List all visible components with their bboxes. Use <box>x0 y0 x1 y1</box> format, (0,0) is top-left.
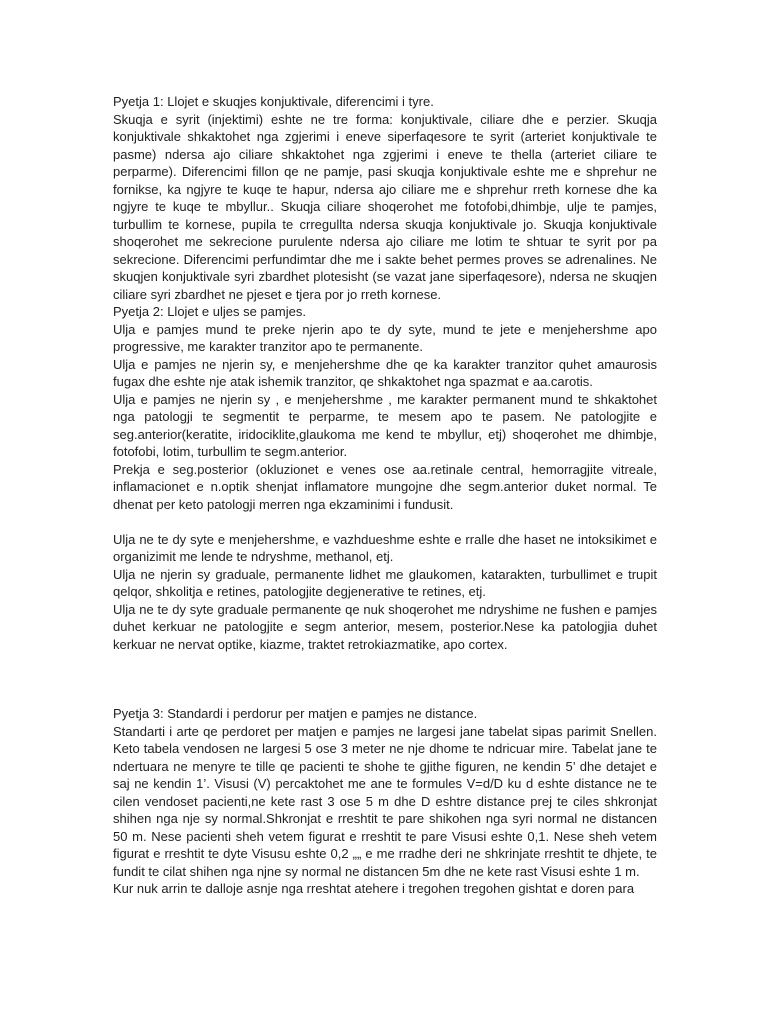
paragraph-amaurosis-fugax: Ulja e pamjes ne njerin sy, e menjehershme dhe qe ka karakter tranzitor quhet amaurosis fugax dhe eshte nje atak ishemik tranzitor, qe shkaktohet nga spazmat e aa.carotis. <box>113 356 657 389</box>
paragraph-spacer <box>113 513 657 531</box>
paragraph-bilateral-gradual: Ulja ne te dy syte graduale permanente qe nuk shoqerohet me ndryshime ne fushen e pamjes duhet kerkuar ne patologjite e segm anterior, mesem, posterior.Nese ka patologjia duhet kerkuar ne nervat optike, kiazme, traktet retrokiazmatike, apo cortex. <box>113 601 657 652</box>
section-spacer <box>113 653 657 705</box>
paragraph-vision-loss-intro: Ulja e pamjes mund te preke njerin apo te dy syte, mund te jete e menjehershme apo progressive, me karakter tranzitor apo te permanente. <box>113 321 657 354</box>
paragraph-finger-counting: Kur nuk arrin te dalloje asnje nga rreshtat atehere i tregohen tregohen gishtat e doren para <box>113 881 635 896</box>
question-2-heading: Pyetja 2: Llojet e uljes se pamjes. <box>113 304 306 319</box>
paragraph-posterior-segment: Prekja e seg.posterior (okluzionet e venes ose aa.retinale central, hemorragjite vitreale, inflamacionet e n.optik shenjat inflamatore mungojne dhe segm.anterior duket normal. Te dhenat per keto patologji merren nga ekzaminimi i fundusit. <box>113 461 657 512</box>
document-body <box>113 93 657 898</box>
paragraph-snellen-standard: Standarti i arte qe perdoret per matjen e pamjes ne largesi jane tabelat sipas parimit Snellen. Keto tabela vendosen ne largesi 5 ose 3 meter ne nje dhome te ndricuar mire. Tabelat jane te ndertuara ne menyre te tille qe pacienti te shohe te gjithe figuren, ne kendin 5’ dhe detajet e saj ne kendin 1’. Visusi (V) percaktohet me ane te formules V=d/D ku d eshte distance ne te cilen vendoset pacienti,ne kete rast 3 ose 5 m dhe D eshtre distance prej te ciles shkronjat shihen nga nje sy normal.Shkronjat e rreshtit te pare shikohen nga syri normal ne distancen 50 m. Nese pacienti sheh vetem figurat e rreshtit te pare Visusi eshte 0,1. Nese sheh vetem figurat e rreshtit te dyte Visusu eshte 0,2 „„ e me rradhe deri ne shkrinjate rreshtit te dhjete, te fundit te cilat shihen nga njne sy normal ne distancen 5m dhe ne kete rast Visusi eshte 1 m. <box>113 723 657 879</box>
paragraph-bilateral-sudden: Ulja ne te dy syte e menjehershme, e vazhdueshme eshte e rralle dhe haset ne intoksikimet e organizimit me lende te ndryshme, methanol, etj. <box>113 531 657 564</box>
question-3-heading: Pyetja 3: Standardi i perdorur per matjen e pamjes ne distance. <box>113 706 478 721</box>
paragraph-unilateral-gradual: Ulja ne njerin sy graduale, permanente lidhet me glaukomen, katarakten, turbullimet e trupit qelqor, shkolitja e retines, patologjite degjenerative te retines, etj. <box>113 566 657 599</box>
question-1-heading: Pyetja 1: Llojet e skuqjes konjuktivale, diferencimi i tyre. <box>113 94 434 109</box>
paragraph-anterior-segment: Ulja e pamjes ne njerin sy , e menjehershme , me karakter permanent mund te shkaktohet nga patologji te segmentit te perparme, te mesem apo te pasem. Ne patologjite e seg.anterior(keratite, iridociklite,glaukoma me kend te mbyllur, etj) shoqerohet me dhimbje, fotofobi, lotim, turbullim te segm.anterior. <box>113 391 657 459</box>
paragraph-conjunctival-redness: Skuqja e syrit (injektimi) eshte ne tre forma: konjuktivale, ciliare dhe e perzier. Skuqja konjuktivale shkaktohet nga zgjerimi i eneve siperfaqesore te syrit (arteriet konjuktivale te pasme) ndersa ajo ciliare shkaktohet nga zgjerimi i eneve te thella (arteriet ciliare te perparme). Diferencimi fillon qe ne pamje, pasi skuqja konjuktivale eshte me e shprehur ne fornikse, ka ngjyre te kuqe te hapur, ndersa ajo ciliare me e shprehur rreth kornese dhe ka ngjyre te kuqe te mbyllur.. Skuqja ciliare shoqerohet me fotofobi,dhimbje, ulje te pamjes, turbullim te kornese, pupila te crregullta ndersa skuqja konjuktivale jo. Skuqja konjuktivale shoqerohet me sekrecione purulente ndersa ajo ciliare me lotim te shtuar te syrit por pa sekrecione. Diferencimi perfundimtar dhe me i sakte behet permes proves se adrenalines. Ne skuqjen konjuktivale syri zbardhet plotesisht (se vazat jane siperfaqesore), ndersa ne skuqjen ciliare syri zbardhet ne pjeset e tjera por jo rreth kornese. <box>113 111 657 302</box>
